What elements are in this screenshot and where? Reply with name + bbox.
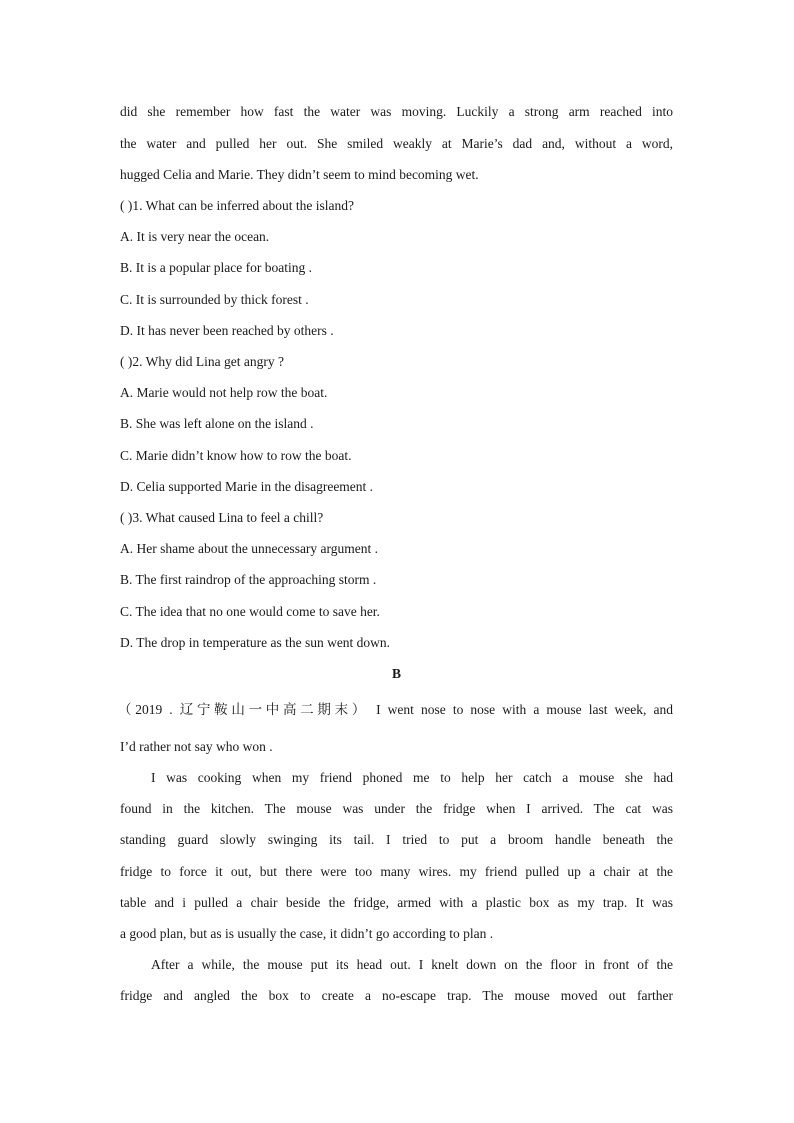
answer-option: B. The first raindrop of the approaching storm .: [120, 572, 377, 587]
passage-line: did she remember how fast the water was moving. Luckily a strong arm reached into: [120, 104, 673, 119]
source-line-continued: I’d rather not say who won .: [120, 739, 273, 754]
answer-option: C. Marie didn’t know how to row the boat.: [120, 448, 352, 463]
paragraph-line: standing guard slowly swinging its tail. I tried to put a broom handle beneath the: [120, 832, 673, 847]
source-line: （2019 . 辽宁鞍山一中高二期末） I went nose to nose with a mouse last week, and: [118, 702, 673, 717]
answer-option: D. Celia supported Marie in the disagreement .: [120, 479, 374, 494]
paragraph-line: After a while, the mouse put its head out. I knelt down on the floor in front of the: [151, 957, 673, 972]
paragraph-line: I was cooking when my friend phoned me to help her catch a mouse she had: [151, 770, 673, 785]
paragraph-line: a good plan, but as is usually the case, it didn’t go according to plan .: [120, 926, 494, 941]
answer-option: A. Her shame about the unnecessary argument .: [120, 541, 379, 556]
answer-option: A. Marie would not help row the boat.: [120, 385, 328, 400]
answer-option: A. It is very near the ocean.: [120, 229, 270, 244]
question-stem: ( )3. What caused Lina to feel a chill?: [120, 510, 324, 525]
paragraph-line: fridge to force it out, but there were too many wires. my friend pulled up a chair at the: [120, 864, 673, 879]
answer-option: D. It has never been reached by others .: [120, 323, 334, 338]
question-stem: ( )1. What can be inferred about the island?: [120, 198, 355, 213]
answer-option: B. She was left alone on the island .: [120, 416, 314, 431]
paragraph-line: table and i pulled a chair beside the fridge, armed with a plastic box as my trap. It was: [120, 895, 673, 910]
passage-line: the water and pulled her out. She smiled weakly at Marie’s dad and, without a word,: [120, 136, 673, 151]
answer-option: D. The drop in temperature as the sun went down.: [120, 635, 391, 650]
question-stem: ( )2. Why did Lina get angry ?: [120, 354, 284, 369]
passage-line: hugged Celia and Marie. They didn’t seem to mind becoming wet.: [120, 167, 479, 182]
paragraph-line: fridge and angled the box to create a no-escape trap. The mouse moved out farther: [120, 988, 673, 1003]
section-heading: B: [391, 666, 401, 681]
paragraph-line: found in the kitchen. The mouse was under the fridge when I arrived. The cat was: [120, 801, 673, 816]
answer-option: C. It is surrounded by thick forest .: [120, 292, 309, 307]
answer-option: B. It is a popular place for boating .: [120, 260, 312, 275]
answer-option: C. The idea that no one would come to save her.: [120, 604, 380, 619]
